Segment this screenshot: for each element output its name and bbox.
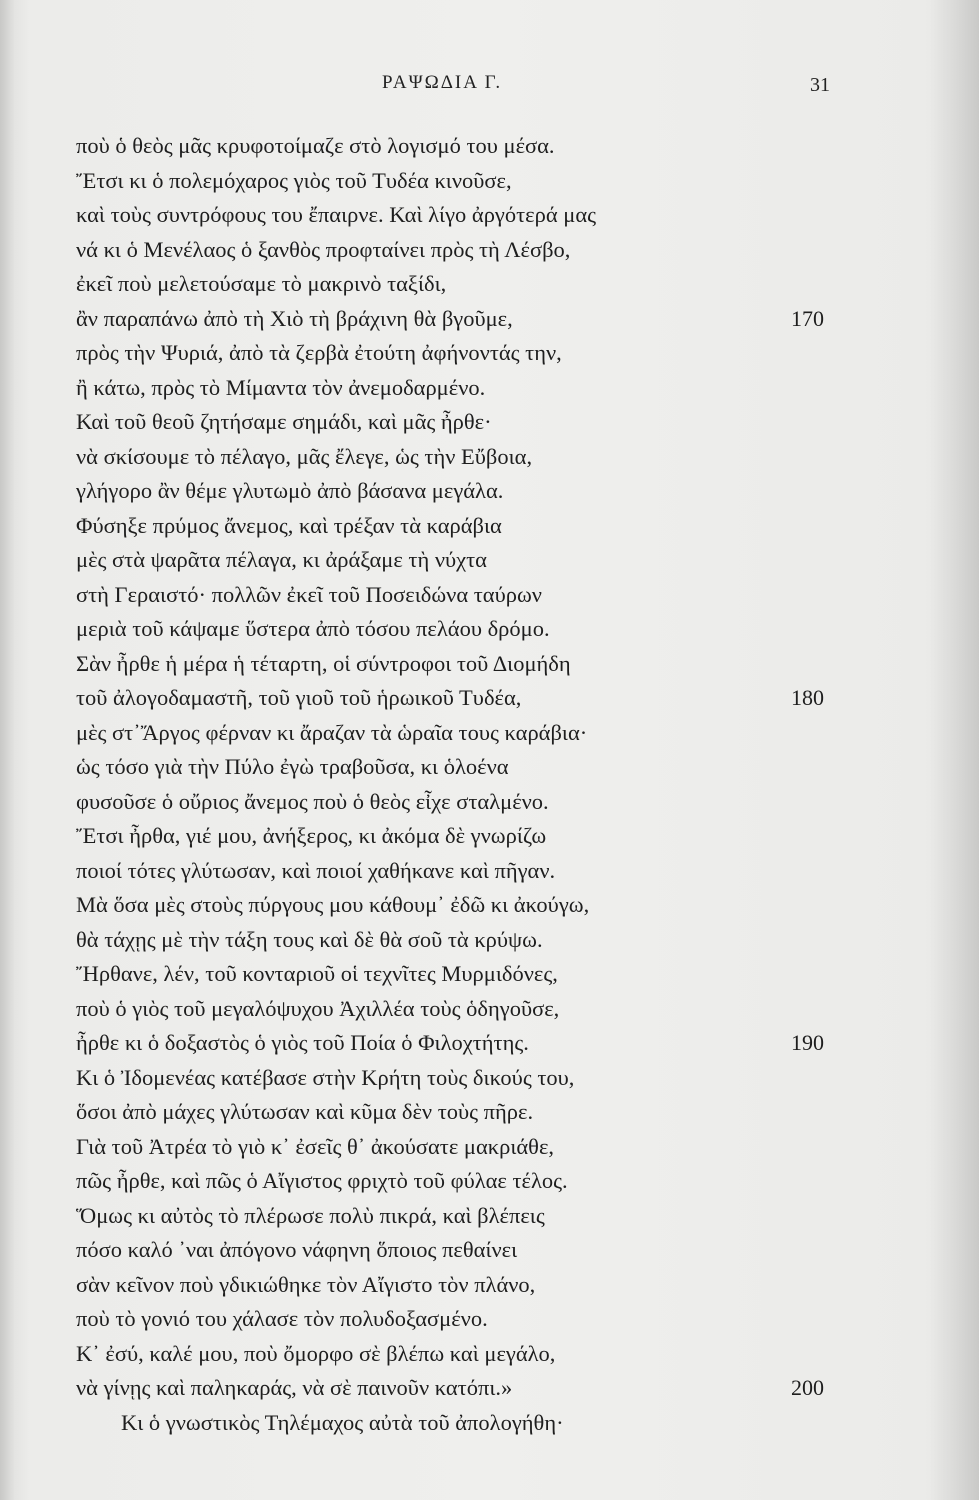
verse-line <box>76 1164 836 1199</box>
verse-line-text: πρὸς τὴν Ψυριά, ἀπὸ τὰ ζερβὰ ἐτούτη ἀφήνοντάς την, <box>76 340 562 365</box>
verse-line <box>76 716 836 751</box>
verse-line <box>76 957 836 992</box>
verse-line <box>76 888 836 923</box>
verse-line <box>76 1268 836 1303</box>
verse-line-text: γλήγορο ἂν θέμε γλυτωμὸ ἀπὸ βάσανα μεγάλα. <box>76 478 504 503</box>
verse-line-text: νὰ σκίσουμε τὸ πέλαγο, μᾶς ἔλεγε, ὡς τὴν Εὔβοια, <box>76 443 533 469</box>
line-number: 180 <box>791 685 824 710</box>
verse-line <box>76 1302 836 1337</box>
verse-line-text: Μὰ ὅσα μὲς στοὺς πύργους μου κάθουμ᾿ ἐδῶ κι ἀκούγω, <box>76 892 590 917</box>
verse-line <box>76 405 836 440</box>
verse-line <box>76 336 836 371</box>
line-number: 190 <box>791 1030 824 1055</box>
line-number: 170 <box>791 305 824 331</box>
verse-line-text: μὲς στ᾿Ἄργος φέρναν κι ἄραζαν τὰ ὡραῖα τους καράβια· <box>76 719 588 745</box>
verse-line <box>76 1371 836 1406</box>
verse-line <box>76 750 836 785</box>
verse-line <box>76 647 836 682</box>
verse-line-text: Ἔτσι κι ὁ πολεμόχαρος γιὸς τοῦ Τυδέα κινοῦσε, <box>76 167 512 193</box>
verse-line <box>76 233 836 268</box>
verse-line-text: Σὰν ἦρθε ἡ μέρα ἡ τέταρτη, οἱ σύντροφοι τοῦ Διομήδη <box>76 650 571 676</box>
verse-line-text: ποὺ ὁ γιὸς τοῦ μεγαλόψυχου Ἀχιλλέα τοὺς ὁδηγοῦσε, <box>76 995 560 1021</box>
verse-line <box>76 785 836 820</box>
verse-line-text: Κι ὁ Ἰδομενέας κατέβασε στὴν Κρήτη τοὺς δικούς του, <box>76 1064 575 1090</box>
verse-line-text: Ὅμως κι αὐτὸς τὸ πλέρωσε πολὺ πικρά, καὶ βλέπεις <box>76 1202 545 1228</box>
verse-line-text: θὰ τάχῃς μὲ τὴν τάξη τους καὶ δὲ θὰ σοῦ τὰ κρύψω. <box>76 926 543 952</box>
verse-line-text: μὲς στὰ ψαρᾶτα πέλαγα, κι ἀράξαμε τὴ νύχτα <box>76 547 487 572</box>
verse-line-text: ἐκεῖ ποὺ μελετούσαμε τὸ μακρινὸ ταξίδι, <box>76 271 447 296</box>
verse-line-text: νὰ γίνῃς καὶ παληκαράς, νὰ σὲ παινοῦν κατόπι.» <box>76 1375 513 1400</box>
verse-line-text: Κ᾿ ἐσύ, καλέ μου, ποὺ ὄμορφο σὲ βλέπω καὶ μεγάλο, <box>76 1340 556 1366</box>
verse-line-text: καὶ τοὺς συντρόφους του ἔπαιρνε. Καὶ λίγο ἀργότερά μας <box>76 202 597 227</box>
verse-line-text: ποὺ τὸ γονιό του χάλασε τὸν πολυδοξασμένο. <box>76 1306 488 1331</box>
verse-line-text: πόσο καλό ᾿ναι ἀπόγονο νάφηνη ὅποιος πεθαίνει <box>76 1237 518 1262</box>
verse-line-text: πῶς ἦρθε, καὶ πῶς ὁ Αἴγιστος φριχτὸ τοῦ φύλαε τέλος. <box>76 1168 568 1193</box>
verse-line <box>76 1061 836 1096</box>
verse-line <box>76 1337 836 1372</box>
verse-line <box>76 267 836 302</box>
verse-line-text: σὰν κεῖνον ποὺ γδικιώθηκε τὸν Αἴγιστο τὸν πλάνο, <box>76 1271 536 1297</box>
verse-line-text: Κι ὁ γνωστικὸς Τηλέμαχος αὐτὰ τοῦ ἀπολογήθη· <box>121 1409 564 1435</box>
verse-line <box>76 1130 836 1165</box>
verse-line-text: ποιοί τότες γλύτωσαν, καὶ ποιοί χαθήκανε καὶ πῆγαν. <box>76 857 556 883</box>
verse-line <box>76 923 836 958</box>
verse-line <box>76 681 836 716</box>
verse-line-text: μεριὰ τοῦ κάψαμε ὕστερα ἀπὸ τόσου πελάου δρόμο. <box>76 616 550 641</box>
verse-line-text: Ἤρθανε, λέν, τοῦ κονταριοῦ οἱ τεχνῖτες Μυρμιδόνες, <box>76 961 558 986</box>
verse-line-text: ὅσοι ἀπὸ μάχες γλύτωσαν καὶ κῦμα δὲν τοὺς πῆρε. <box>76 1099 534 1124</box>
verse-line-text: ἢ κάτω, πρὸς τὸ Μίμαντα τὸν ἀνεμοδαρμένο. <box>76 374 486 400</box>
verse-line <box>76 509 836 544</box>
verse-line-text: Γιὰ τοῦ Ἀτρέα τὸ γιὸ κ᾿ ἐσεῖς θ᾿ ἀκούσατε μακριάθε, <box>76 1133 555 1159</box>
verse-line-text: στὴ Γεραιστό· πολλῶν ἐκεῖ τοῦ Ποσειδώνα ταύρων <box>76 581 542 607</box>
verse-line-text: ποὺ ὁ θεὸς μᾶς κρυφοτοίμαζε στὸ λογισμό του μέσα. <box>76 133 555 158</box>
verse-line <box>76 992 836 1027</box>
verse-line <box>76 612 836 647</box>
verse-line <box>76 854 836 889</box>
page-edge-shadow <box>924 0 979 1500</box>
verse-line-text: Καὶ τοῦ θεοῦ ζητήσαμε σημάδι, καὶ μᾶς ἦρθε· <box>76 409 492 434</box>
verse-line-text: τοῦ ἀλογοδαμαστῆ, τοῦ γιοῦ τοῦ ἡρωικοῦ Τυδέα, <box>76 685 522 710</box>
verse-line <box>76 474 836 509</box>
verse-text <box>76 129 836 1440</box>
verse-line <box>76 129 836 164</box>
page-gutter-shadow <box>0 0 14 1500</box>
verse-line <box>76 819 836 854</box>
line-number: 200 <box>791 1375 824 1400</box>
verse-line <box>76 1406 836 1441</box>
verse-line <box>76 198 836 233</box>
verse-line <box>76 543 836 578</box>
verse-line-text: ἦρθε κι ὁ δοξαστὸς ὁ γιὸς τοῦ Ποία ὁ Φιλοχτήτης. <box>76 1030 529 1055</box>
verse-line-text: φυσοῦσε ὁ οὔριος ἄνεμος ποὺ ὁ θεὸς εἶχε σταλμένο. <box>76 788 549 814</box>
verse-line <box>76 1095 836 1130</box>
verse-line <box>76 371 836 406</box>
page-number: 31 <box>810 74 830 96</box>
verse-line <box>76 1199 836 1234</box>
verse-line <box>76 440 836 475</box>
verse-line <box>76 578 836 613</box>
verse-line <box>76 164 836 199</box>
verse-line-text: ἂν παραπάνω ἀπὸ τὴ Χιὸ τὴ βράχινη θὰ βγοῦμε, <box>76 305 513 331</box>
verse-line <box>76 302 836 337</box>
verse-line-text: Ἔτσι ἦρθα, γιέ μου, ἀνήξερος, κι ἀκόμα δὲ γνωρίζω <box>76 823 547 848</box>
verse-line <box>76 1026 836 1061</box>
verse-line-text: ὡς τόσο γιὰ τὴν Πύλο ἐγὼ τραβοῦσα, κι ὁλοένα <box>76 754 509 779</box>
verse-line-text: νά κι ὁ Μενέλαος ὁ ξανθὸς προφταίνει πρὸς τὴ Λέσβο, <box>76 236 571 262</box>
verse-line-text: Φύσηξε πρύμος ἄνεμος, καὶ τρέξαν τὰ καράβια <box>76 512 502 538</box>
running-header <box>0 72 979 102</box>
verse-line <box>76 1233 836 1268</box>
chapter-title: ΡΑΨΩΔΙΑ Γ. <box>382 72 503 93</box>
